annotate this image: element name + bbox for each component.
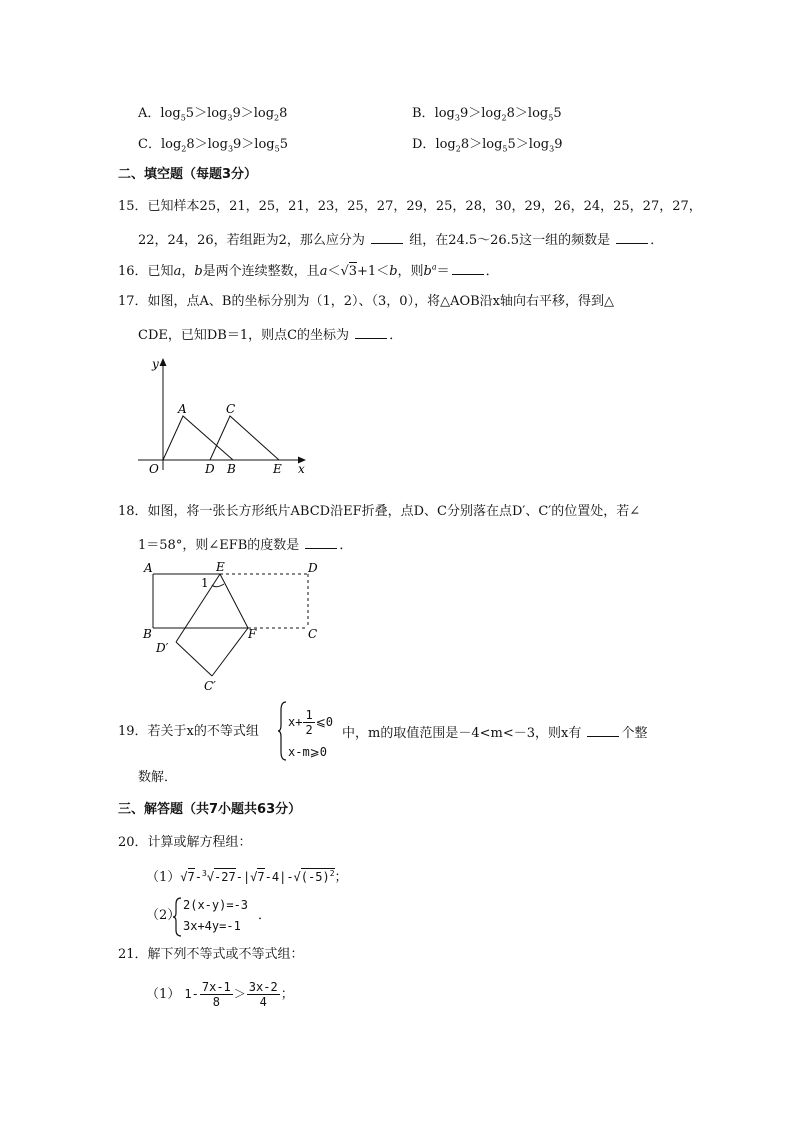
answer-blank xyxy=(587,725,619,737)
section-2-title: 二、填空题（每题3分） xyxy=(118,167,258,182)
option-d: D．$\log_28>\log_55>\log_39$ xyxy=(412,137,563,154)
label-x: x xyxy=(298,462,305,476)
question-18-line1: 18．如图，将一张长方形纸片ABCD沿EF折叠，点D、C分别落在点D′、C′的位置处，若∠ xyxy=(118,504,641,519)
brace-icon xyxy=(277,700,287,762)
label-b: B xyxy=(143,627,152,641)
label-c-prime: C′ xyxy=(204,679,216,693)
equation-1: 2(x-y)=-3 xyxy=(183,898,249,912)
question-17-line2: CDE，已知DB＝1，则点C的坐标为 ． xyxy=(138,328,403,343)
inequality-2: x-m⩾0 xyxy=(288,745,327,759)
label-c: C xyxy=(308,627,318,641)
coordinate-figure xyxy=(130,352,320,477)
option-b: B．$\log_39>\log_28>\log_55$ xyxy=(412,106,562,123)
equation-2: 3x+4y=-1 xyxy=(183,919,241,933)
label-d: D xyxy=(308,561,318,575)
question-19-line2: 数解． xyxy=(138,770,178,785)
inequality-1: x+ $\frac{1}{2}$ ⩽0 xyxy=(288,708,333,737)
label-e: E xyxy=(216,560,225,574)
question-16: 16．已知a，b是两个连续整数，且a＜√3+1＜b，则$b^a=$ ． xyxy=(118,262,499,279)
answer-blank xyxy=(452,263,484,275)
option-c: C．$\log_28>\log_39>\log_55$ xyxy=(138,137,288,154)
label-d-prime: D′ xyxy=(156,641,169,655)
question-21-part-1: （1） 1- $\frac{7x-1}{8}$ ＞ $\frac{3x-2}{4}$ ； xyxy=(146,980,294,1009)
question-15-line2: 22，24，26，若组距为2，那么应分为 组，在24.5～26.5这一组的频数是 ． xyxy=(138,233,664,248)
label-e: E xyxy=(273,462,282,476)
question-17-line1: 17．如图，点A、B的坐标分别为（1，2）、（3，0），将△AOB沿x轴向右平移，得到△ xyxy=(118,294,614,309)
label-o: O xyxy=(149,462,159,476)
label-b: B xyxy=(227,462,236,476)
section-3-title: 三、解答题（共7小题共63分） xyxy=(118,802,302,817)
brace-icon xyxy=(172,896,182,938)
answer-blank xyxy=(616,232,648,244)
question-18-line2: 1＝58°，则∠EFB的度数是 ． xyxy=(138,538,353,553)
answer-blank xyxy=(371,232,403,244)
question-19-line1: 19．若关于x的不等式组 xyxy=(118,724,259,739)
question-20: 20．计算或解方程组： xyxy=(118,835,252,850)
label-angle-1: 1 xyxy=(201,576,209,590)
question-20-part-2: （2） xyxy=(146,908,181,923)
label-a: A xyxy=(144,561,153,575)
equation-end: ． xyxy=(258,908,272,923)
question-21: 21．解下列不等式或不等式组： xyxy=(118,947,304,962)
question-19-line1-cont: 中，m的取值范围是－4<m<－3，则x有 个整 xyxy=(342,726,648,741)
question-20-part-1: $(1)√7-^3√-27-|√7-4|-√(-5)^2$； xyxy=(146,869,348,885)
question-15-line1: 15．已知样本25，21，25，21，23，25，27，29，25，28，30，29，26，24，25，27，27， xyxy=(118,199,702,214)
label-a: A xyxy=(178,402,187,416)
label-c: C xyxy=(226,402,236,416)
label-f: F xyxy=(248,627,257,641)
label-y: y xyxy=(152,357,159,371)
label-d: D xyxy=(205,462,215,476)
fold-figure xyxy=(140,558,340,698)
option-a: A．$\log_55>\log_39>\log_28$ xyxy=(138,106,288,123)
answer-blank xyxy=(355,327,387,339)
answer-blank xyxy=(305,537,337,549)
